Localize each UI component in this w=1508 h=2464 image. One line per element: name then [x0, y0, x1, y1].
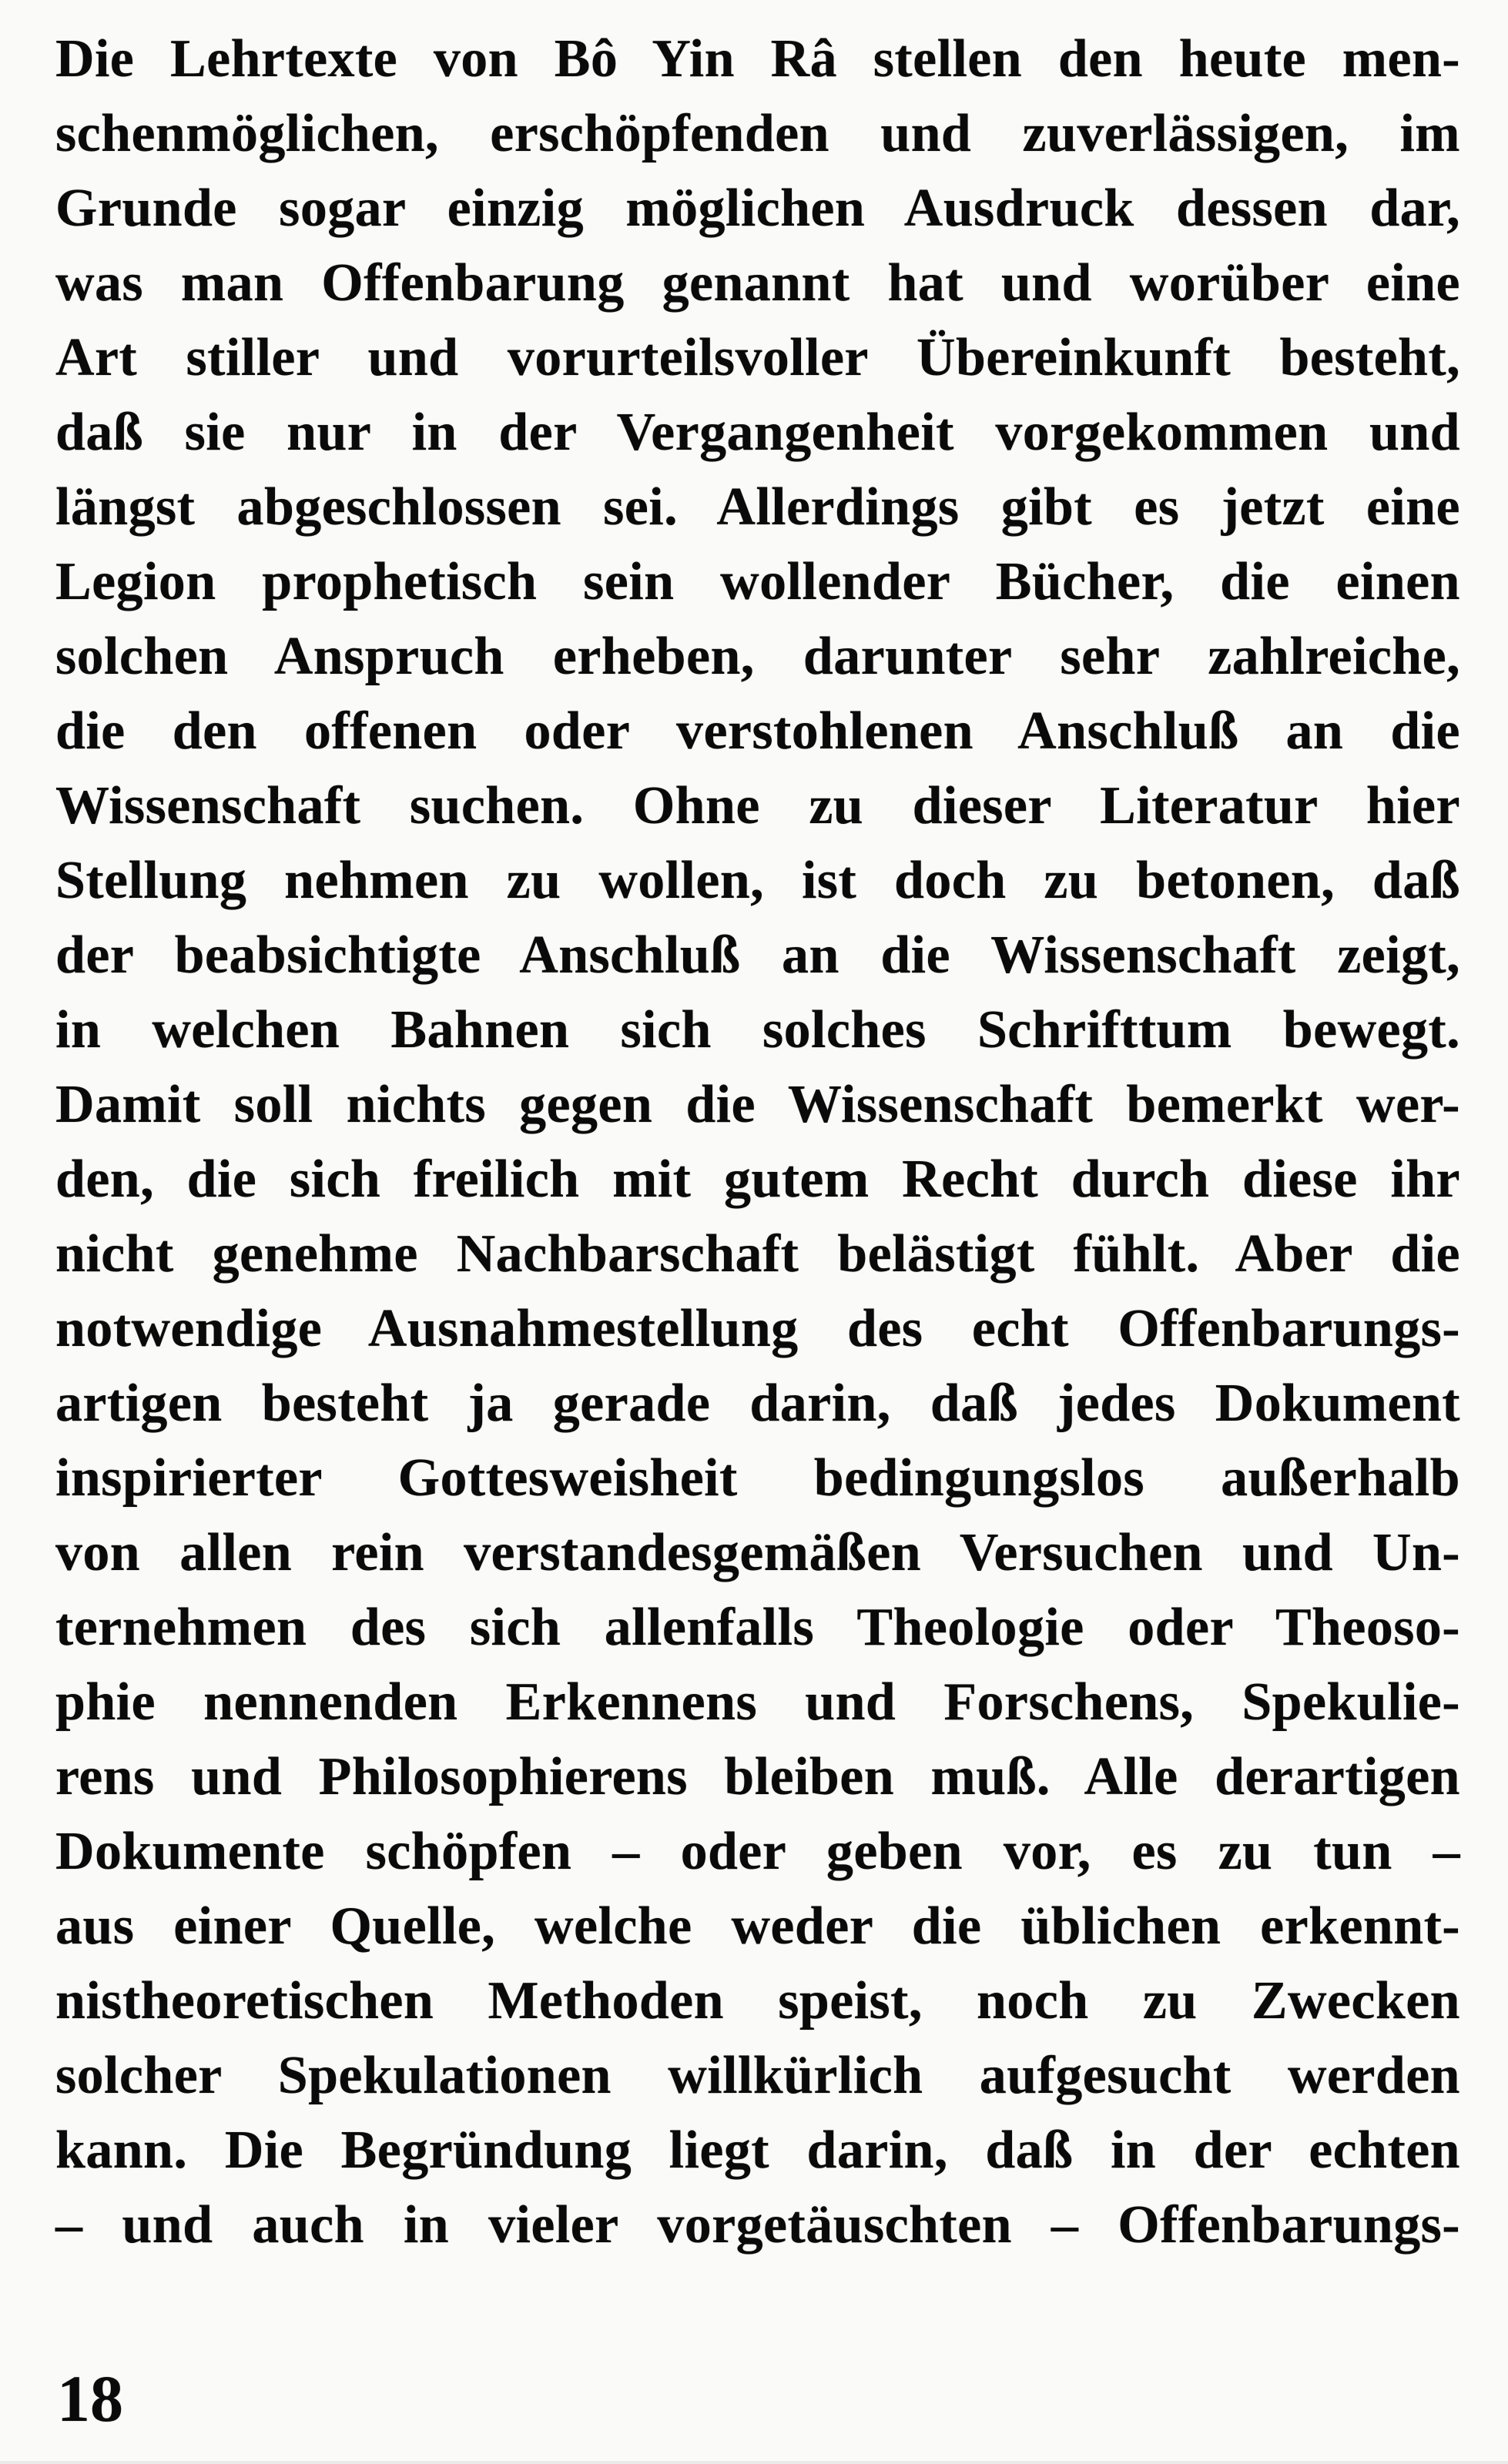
body-text — [55, 22, 1460, 2262]
text-line: Grunde sogar einzig möglichen Ausdruck dessen dar, — [55, 179, 1460, 238]
text-line: Art stiller und vorurteilsvoller Übereinkunft besteht, — [55, 328, 1460, 387]
scan-bottom-edge — [0, 2461, 1508, 2464]
text-line: rens und Philosophierens bleiben muß. Alle derartigen — [55, 1747, 1460, 1806]
text-line: solcher Spekulationen willkürlich aufgesucht werden — [55, 2046, 1460, 2105]
text-line: Wissenschaft suchen. Ohne zu dieser Literatur hier — [55, 776, 1460, 835]
text-line: ternehmen des sich allenfalls Theologie oder Theoso- — [55, 1598, 1460, 1657]
text-line: – und auch in vieler vorgetäuschten – Offenbarungs- — [55, 2195, 1460, 2255]
text-line: Dokumente schöpfen – oder geben vor, es zu tun – — [55, 1822, 1460, 1881]
text-line: artigen besteht ja gerade darin, daß jedes Dokument — [55, 1374, 1460, 1433]
text-line: Stellung nehmen zu wollen, ist doch zu betonen, daß — [55, 851, 1460, 910]
text-line: in welchen Bahnen sich solches Schrifttum bewegt. — [55, 1000, 1460, 1060]
text-line: von allen rein verstandesgemäßen Versuchen und Un- — [55, 1523, 1460, 1582]
text-line: inspirierter Gottesweisheit bedingungslos außerhalb — [55, 1448, 1460, 1508]
text-line: schenmöglichen, erschöpfenden und zuverlässigen, im — [55, 104, 1460, 163]
text-line: phie nennenden Erkennens und Forschens, Spekulie- — [55, 1672, 1460, 1732]
text-line: Legion prophetisch sein wollender Bücher, die einen — [55, 552, 1460, 611]
text-line: solchen Anspruch erheben, darunter sehr zahlreiche, — [55, 627, 1460, 686]
text-line: kann. Die Begründung liegt darin, daß in der echten — [55, 2121, 1460, 2180]
text-line: was man Offenbarung genannt hat und worüber eine — [55, 253, 1460, 313]
text-line: daß sie nur in der Vergangenheit vorgekommen und — [55, 403, 1460, 462]
text-line: nicht genehme Nachbarschaft belästigt fühlt. Aber die — [55, 1224, 1460, 1284]
text-line: aus einer Quelle, welche weder die üblichen erkennt- — [55, 1897, 1460, 1956]
text-line: der beabsichtigte Anschluß an die Wissenschaft zeigt, — [55, 926, 1460, 985]
text-line: den, die sich freilich mit gutem Recht durch diese ihr — [55, 1150, 1460, 1209]
text-line: Damit soll nichts gegen die Wissenschaft bemerkt wer- — [55, 1075, 1460, 1134]
text-line: Die Lehrtexte von Bô Yin Râ stellen den heute men- — [55, 29, 1460, 89]
text-line: längst abgeschlossen sei. Allerdings gibt es jetzt eine — [55, 477, 1460, 537]
text-line: nistheoretischen Methoden speist, noch zu Zwecken — [55, 1971, 1460, 2030]
text-line: notwendige Ausnahmestellung des echt Offenbarungs- — [55, 1299, 1460, 1358]
page-number: 18 — [57, 2362, 123, 2436]
text-line: die den offenen oder verstohlenen Anschluß an die — [55, 701, 1460, 761]
